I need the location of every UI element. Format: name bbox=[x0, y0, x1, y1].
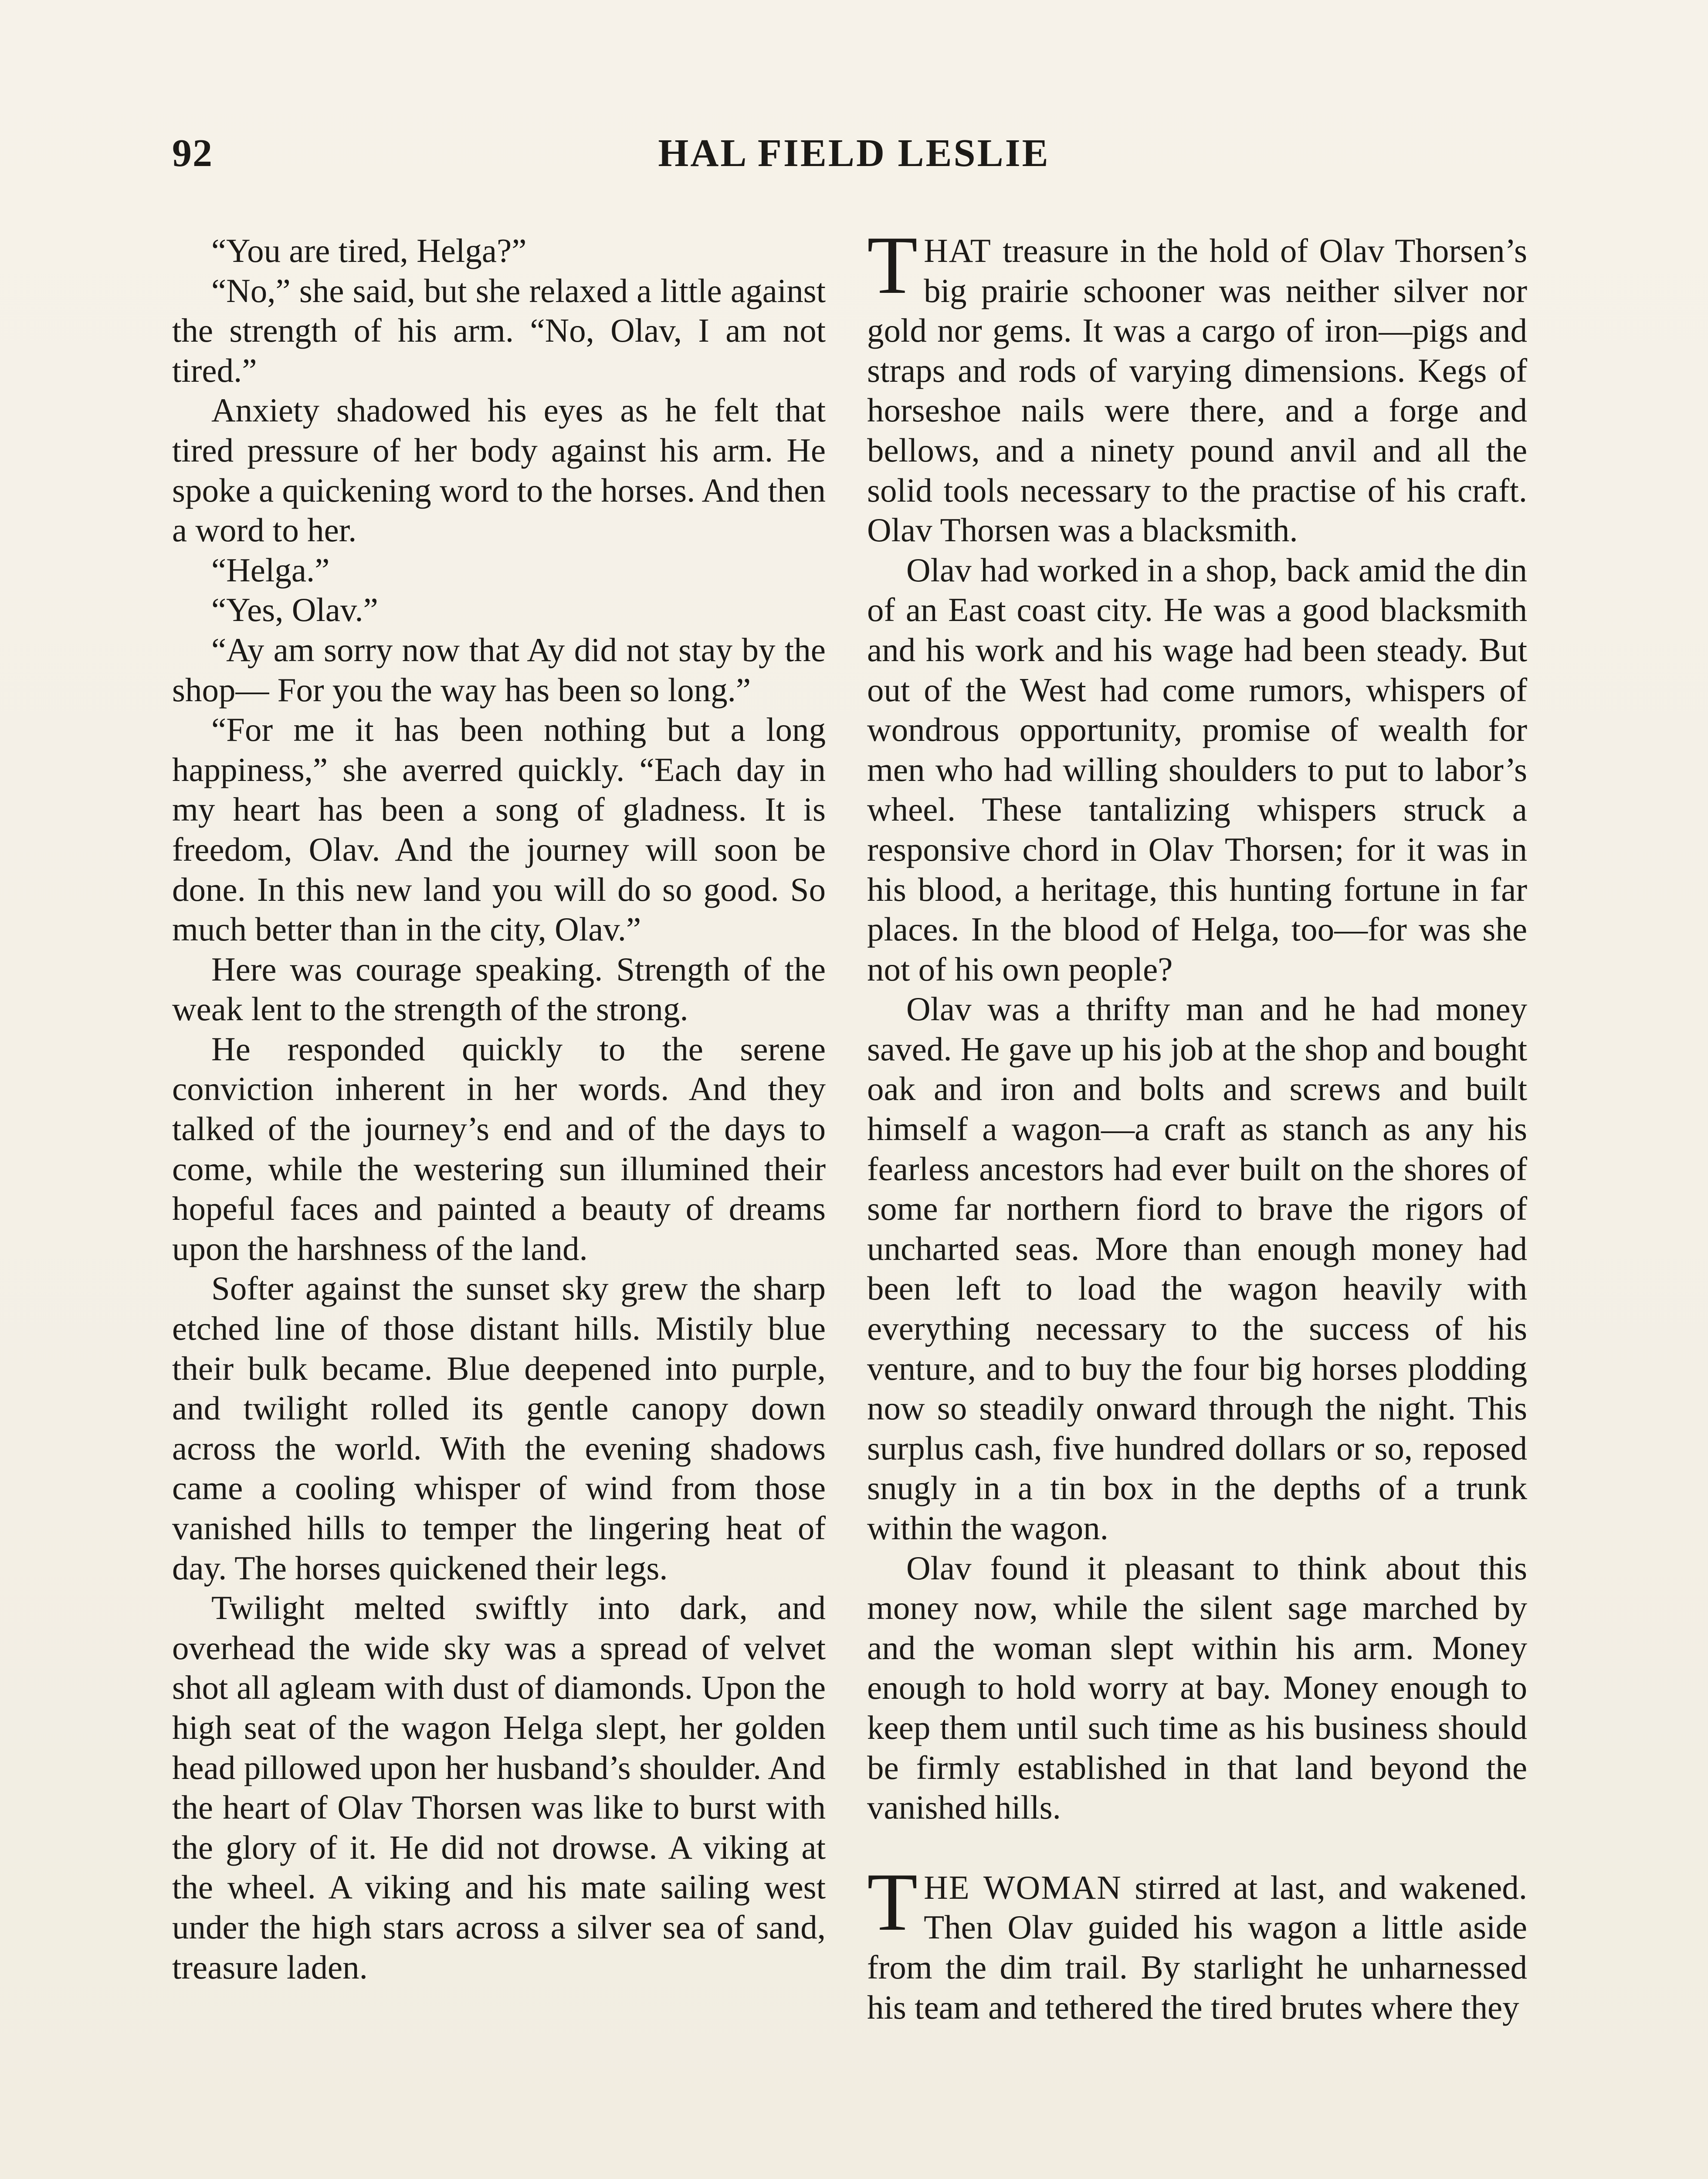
page-header bbox=[172, 131, 1536, 200]
left-column bbox=[172, 231, 826, 1987]
paragraph: “You are tired, Helga?” bbox=[211, 232, 527, 269]
lead-in-words: HAT bbox=[924, 232, 992, 269]
paragraph: “Ay am sorry now that Ay did not stay by the shop— For you the way has been so long.” bbox=[172, 631, 826, 709]
right-column bbox=[867, 220, 1527, 2027]
paragraph: “No,” she said, but she relaxed a little against the strength of his arm. “No, Olav, I am not tired.” bbox=[172, 272, 826, 389]
section-opening-paragraph bbox=[867, 1856, 1527, 2027]
paragraph: “For me it has been nothing but a long happiness,” she averred quickly. “Each day in my heart has been a song of gladness. It is freedom, Olav. And the journey will soon be done. In this new land you will do so good. So much better than in the city, Olav.” bbox=[172, 711, 826, 948]
paragraph-text: treasure in the hold of Olav Thorsen’s big prairie schooner was neither silver nor gold nor gems. It was a cargo of iron—pigs and straps and rods of varying dimensions. Kegs of horseshoe nails were there, and a forge and bellows, and a ninety pound anvil and all the solid tools necessary to the practise of his craft. Olav Thorsen was a blacksmith. bbox=[867, 232, 1527, 549]
paragraph: “Helga.” bbox=[211, 551, 330, 589]
paragraph: Here was courage speaking. Strength of the weak lent to the strength of the strong. bbox=[172, 950, 826, 1028]
paragraph: He responded quickly to the serene conviction inherent in her words. And they talked of the journey’s end and of the days to come, while the westering sun illumined their hopeful faces and painted a beauty of dreams upon the harshness of the land. bbox=[172, 1030, 826, 1267]
running-head: HAL FIELD LESLIE bbox=[658, 132, 1050, 175]
paragraph: Twilight melted swiftly into dark, and overhead the wide sky was a spread of velvet shot all agleam with dust of diamonds. Upon the high seat of the wagon Helga slept, her golden head pillowed upon her husband’s shoulder. And the heart of Olav Thorsen was like to burst with the glory of it. He did not drowse. A viking at the wheel. A viking and his mate sailing west under the high stars across a silver sea of sand, treasure laden. bbox=[172, 1589, 826, 1986]
paragraph: Olav found it pleasant to think about this money now, while the silent sage marched by and the woman slept within his arm. Money enough to hold worry at bay. Money enough to keep them until such time as his business should be firmly established in that land beyond the vanished hills. bbox=[867, 1549, 1527, 1826]
section-opening-paragraph bbox=[867, 220, 1527, 550]
page-number: 92 bbox=[172, 132, 213, 175]
drop-cap: T bbox=[867, 1856, 918, 1948]
lead-in-words: HE WOMAN bbox=[924, 1868, 1122, 1906]
paragraph: “Yes, Olav.” bbox=[211, 591, 378, 629]
paragraph: Olav was a thrifty man and he had money saved. He gave up his job at the shop and bought oak and iron and bolts and screws and built himself a wagon—a craft as stanch as any his fearless ancestors had ever built on the shores of some far northern fiord to brave the rigors of uncharted seas. More than enough money had been left to load the wagon heavily with everything necessary to the success of his venture, and to buy the four big horses plodding now so steadily onward through the night. This surplus cash, five hundred dollars or so, reposed snugly in a tin box in the depths of a trunk within the wagon. bbox=[867, 990, 1527, 1547]
paragraph: Olav had worked in a shop, back amid the din of an East coast city. He was a good blacksmith and his work and his wage had been steady. But out of the West had come rumors, whispers of wondrous opportunity, promise of wealth for men who had willing shoulders to put to labor’s wheel. These tantalizing whispers struck a responsive chord in Olav Thorsen; for it was in his blood, a heritage, this hunting fortune in far places. In the blood of Helga, too—for was she not of his own people? bbox=[867, 551, 1527, 988]
paragraph: Softer against the sunset sky grew the sharp etched line of those distant hills. Mistily blue their bulk became. Blue deepened into purple, and twilight rolled its gentle canopy down across the world. With the evening shadows came a cooling whisper of wind from those vanished hills to temper the lingering heat of day. The horses quickened their legs. bbox=[172, 1269, 826, 1587]
paragraph: Anxiety shadowed his eyes as he felt that tired pressure of her body against his arm. He spoke a quickening word to the horses. And then a word to her. bbox=[172, 391, 826, 549]
drop-cap: T bbox=[867, 220, 918, 311]
paragraph-text: stirred at last, and wakened. Then Olav guided his wagon a little aside from the dim trail. By starlight he unharnessed his team and tethered the tired brutes where they bbox=[867, 1868, 1527, 2026]
